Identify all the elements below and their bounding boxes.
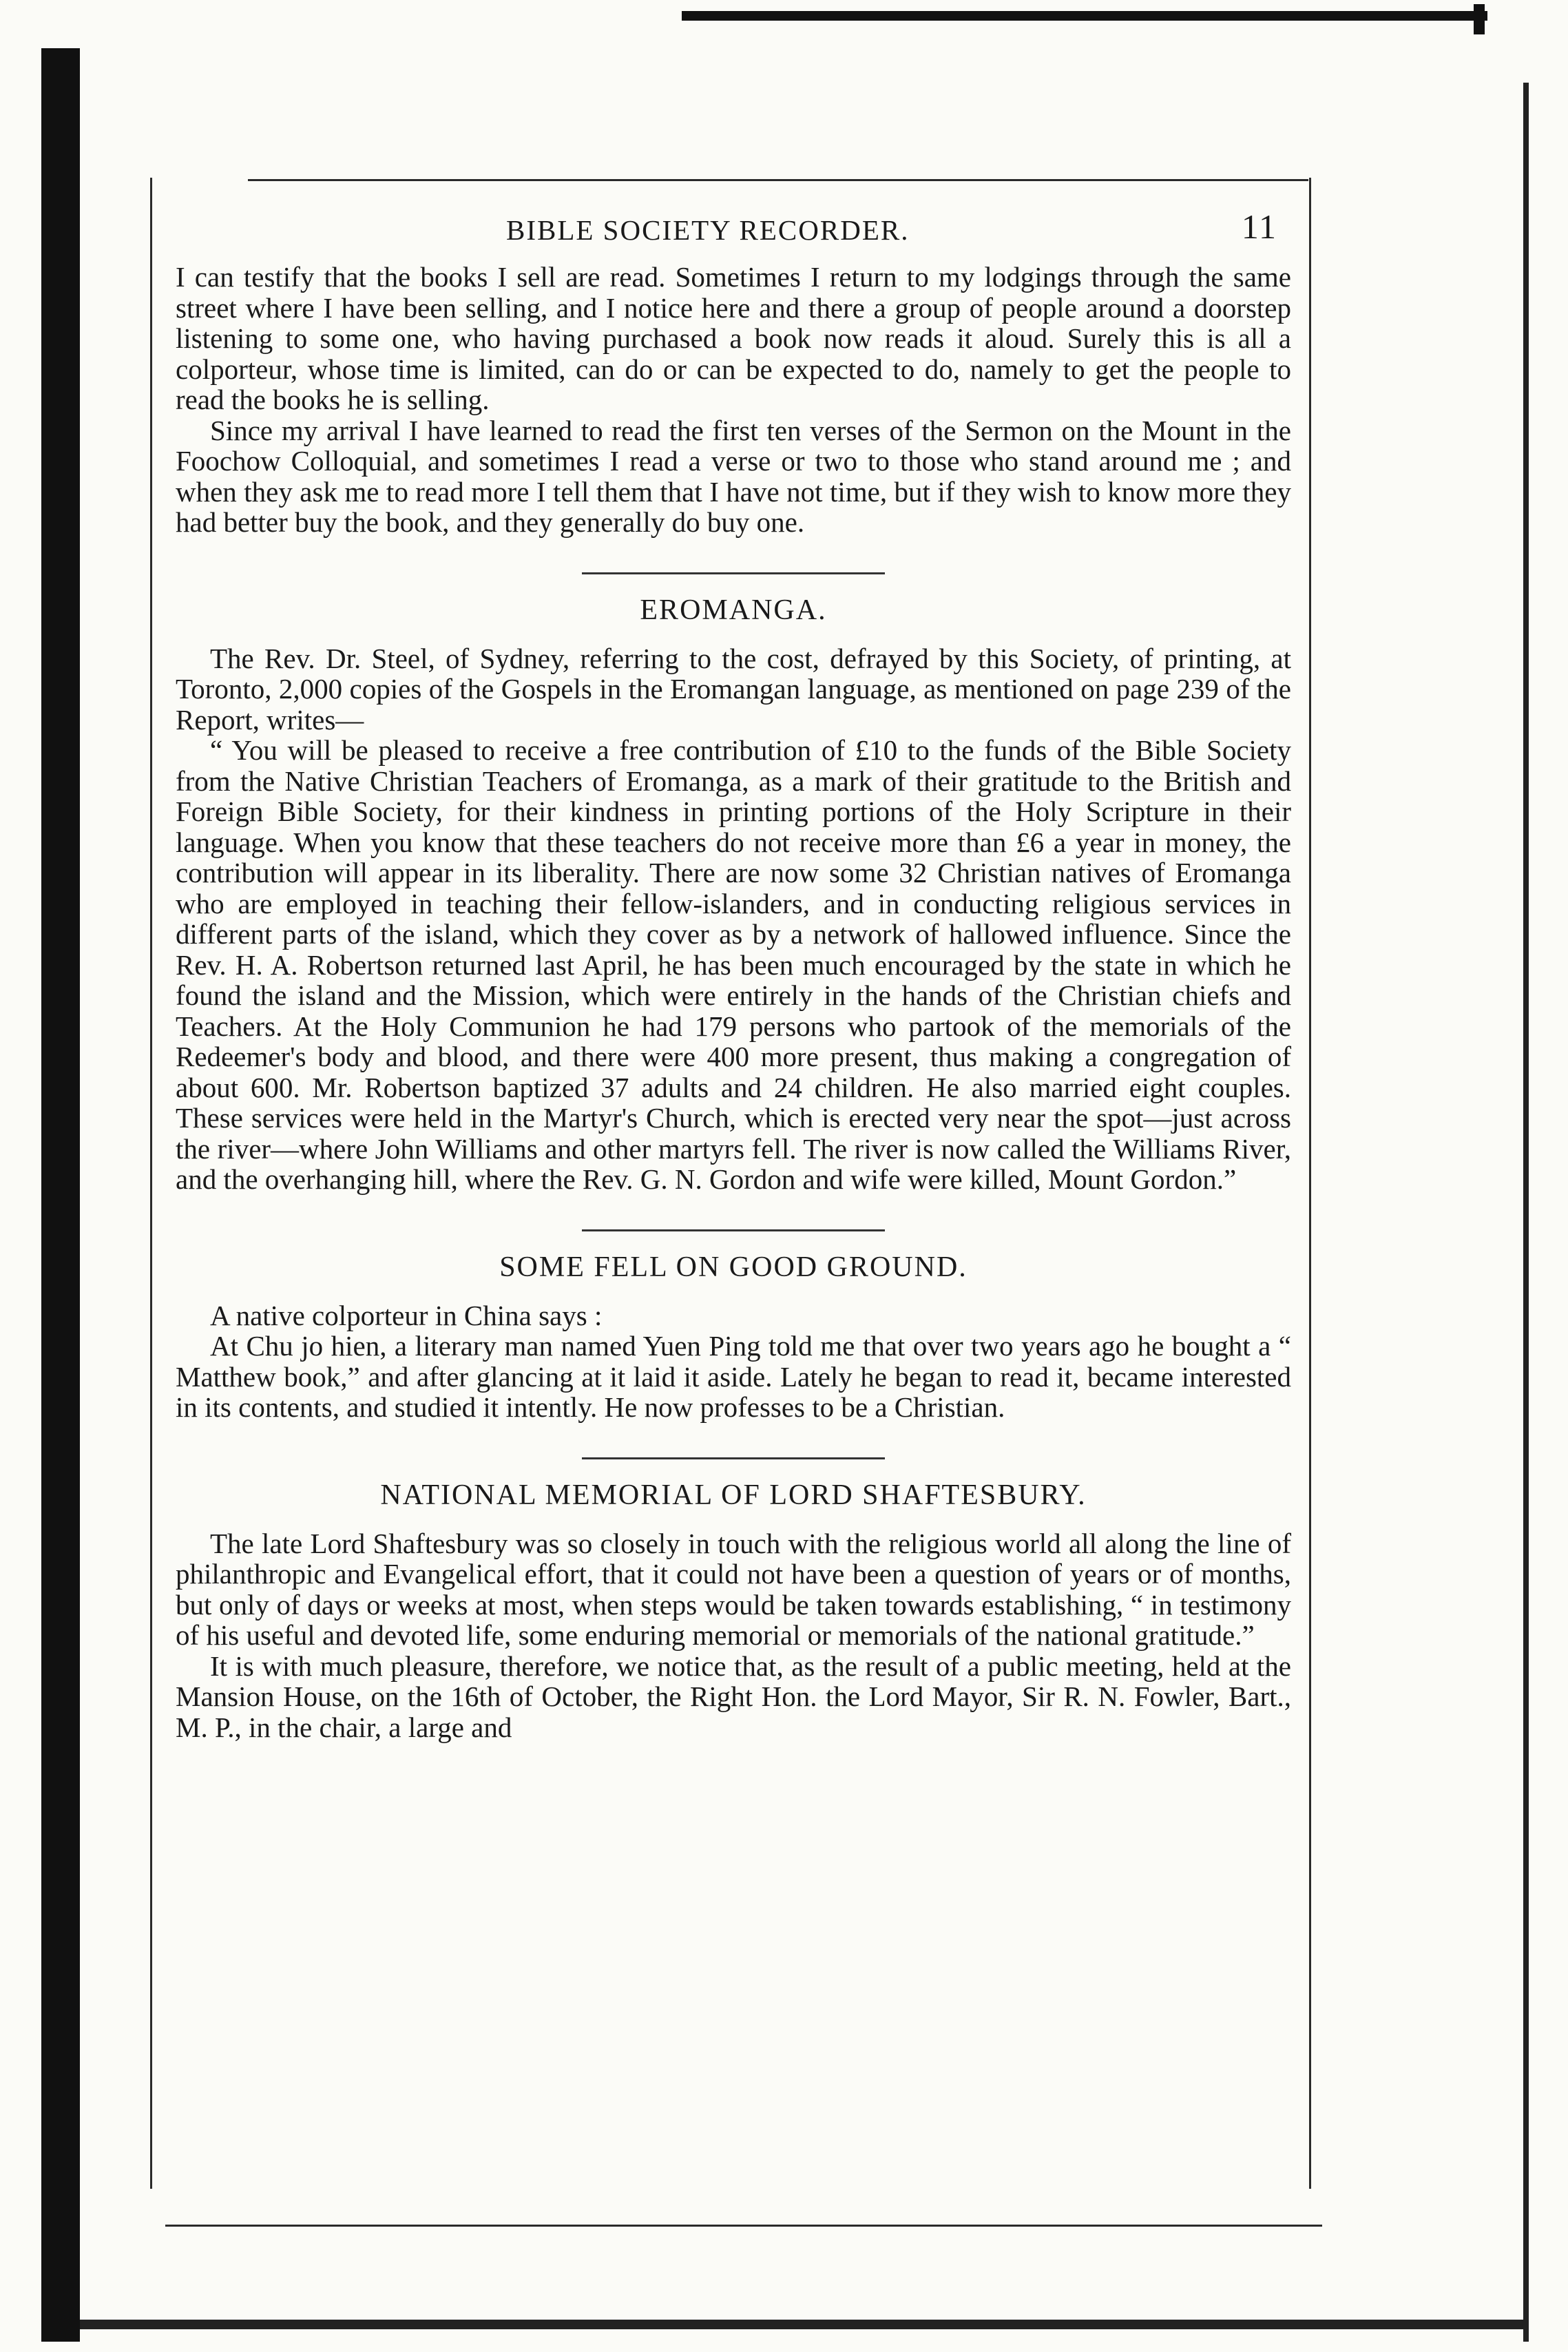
scan-edge-top <box>682 11 1487 21</box>
good-ground-section <box>176 1251 1291 1423</box>
section-divider <box>582 1229 885 1231</box>
page-number: 11 <box>1241 207 1277 246</box>
running-title: BIBLE SOCIETY RECORDER. <box>506 214 910 246</box>
scan-edge-right <box>1523 83 1529 2342</box>
section-heading: EROMANGA. <box>640 594 827 626</box>
paragraph: The late Lord Shaftesbury was so closely in touch with the religious world all along the line of philanthropic and Evangelical effort, that it could not have been a question of years or of months, but only of days or weeks at most, when steps would be taken towards establishing, “ in testimony of his useful and devoted life, some enduring memorial or memorials of the national gratitude.” <box>176 1527 1291 1651</box>
frame-rule-bottom <box>165 2225 1322 2227</box>
paragraph: The Rev. Dr. Steel, of Sydney, referring to the cost, defrayed by this Society, of printing, at Toronto, 2,000 copies of the Gospels in the Eromangan language, as mentioned on page 239 of the Report, writes— <box>176 642 1291 736</box>
eromanga-section <box>176 594 1291 1195</box>
page-header <box>176 207 1291 262</box>
scan-edge-bottom <box>80 2320 1526 2329</box>
shaftesbury-section <box>176 1479 1291 1743</box>
paragraph: At Chu jo hien, a literary man named Yuen Ping told me that over two years ago he bought a “ Matthew book,” and after glancing at it laid it aside. Lately he began to read it, became interested in its contents, and studied it intently. He now professes to be a Christian. <box>176 1330 1291 1423</box>
paragraph: It is with much pleasure, therefore, we notice that, as the result of a public meeting, held at the Mansion House, on the 16th of October, the Right Hon. the Lord Mayor, Sir R. N. Fowler, Bart., M. P., in the chair, a large and <box>176 1649 1291 1743</box>
paragraph: A native colporteur in China says : <box>210 1299 603 1331</box>
section-heading: NATIONAL MEMORIAL OF LORD SHAFTESBURY. <box>380 1479 1087 1511</box>
section-heading: SOME FELL ON GOOD GROUND. <box>499 1251 968 1283</box>
page-content <box>176 207 1291 1742</box>
frame-rule-top <box>248 179 1308 181</box>
section-divider <box>582 572 885 574</box>
section-divider <box>582 1457 885 1459</box>
paragraph: I can testify that the books I sell are read. Sometimes I return to my lodgings through the same street where I have been selling, and I notice here and there a group of people around a doorstep listening to some one, who having purchased a book now reads it aloud. Surely this is all a colporteur, whose time is limited, can do or can be expected to do, namely to get the people to read the books he is selling. <box>176 261 1291 415</box>
scan-edge-top-tab <box>1474 4 1485 34</box>
scan-edge-left <box>41 48 80 2342</box>
paragraph: Since my arrival I have learned to read the first ten verses of the Sermon on the Mount in the Foochow Colloquial, and sometimes I read a verse or two to those who stand around me ; and when they ask me to read more I tell them that I have not time, but if they wish to know more they had better buy the book, and they generally do buy one. <box>176 414 1291 538</box>
colporteur-report-section <box>176 262 1291 538</box>
paragraph: “ You will be pleased to receive a free contribution of £10 to the funds of the Bible Society from the Native Christian Teachers of Eromanga, as a mark of their gratitude to the British and Foreign Bible Society, for their kindness in printing portions of the Holy Scripture in their language. When you know that these teachers do not receive more than £6 a year in money, the contribution will appear in its liberality. There are now some 32 Christian natives of Eromanga who are employed in teaching their fellow-islanders, and in conducting religious services in different parts of the island, which they cover as by a network of hallowed influence. Since the Rev. H. A. Robertson returned last April, he has been much encouraged by the state in which he found the island and the Mission, which were entirely in the hands of the Christian chiefs and Teachers. At the Holy Communion he had 179 persons who partook of the memorials of the Redeemer's body and blood, and there were 400 more present, thus making a congregation of about 600. Mr. Robertson baptized 37 adults and 24 children. He also married eight couples. These services were held in the Martyr's Church, which is erected very near the spot—just across the river—where John Williams and other martyrs fell. The river is now called the Williams River, and the overhanging hill, where the Rev. G. N. Gordon and wife were killed, Mount Gordon.” <box>176 734 1291 1195</box>
